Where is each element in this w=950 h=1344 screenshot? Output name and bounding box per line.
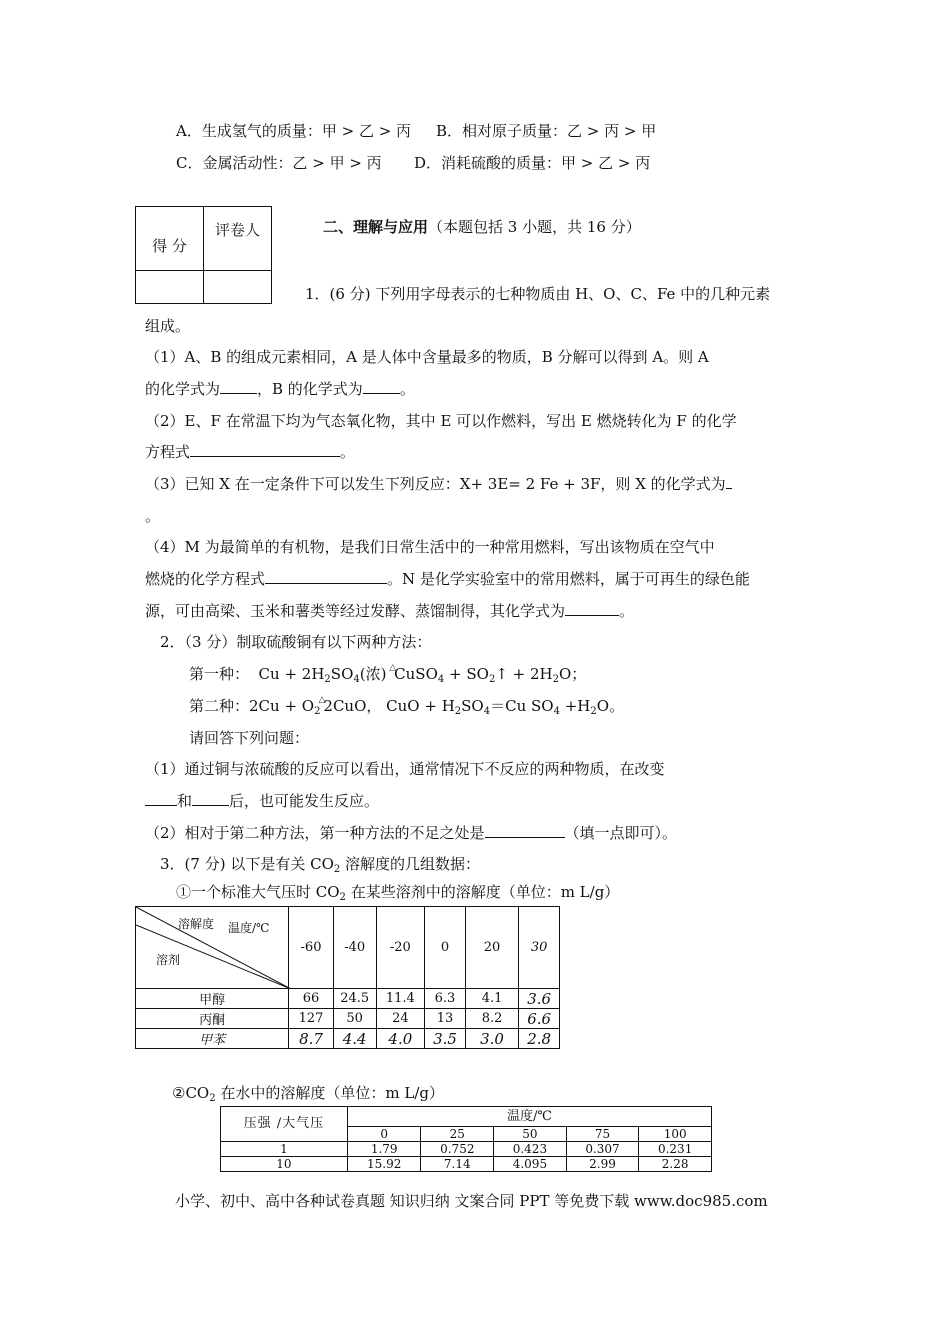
pressure-cell: 10 bbox=[221, 1157, 348, 1172]
grader-cell[interactable] bbox=[204, 271, 272, 304]
table-cell: 66 bbox=[289, 989, 334, 1009]
table-cell: 2.8 bbox=[519, 1029, 560, 1049]
table-cell: 4.095 bbox=[494, 1157, 567, 1172]
header-solubility: 溶解度 bbox=[178, 917, 215, 931]
table-cell: 24.5 bbox=[333, 989, 376, 1009]
table-row bbox=[136, 1009, 560, 1029]
answer-blank-c2[interactable] bbox=[192, 791, 229, 806]
table-cell: 11.4 bbox=[376, 989, 425, 1009]
table-row bbox=[136, 989, 560, 1009]
temp-col: 0 bbox=[425, 907, 466, 989]
grader-label: 评卷人 bbox=[204, 207, 272, 271]
answer-blank-ef[interactable] bbox=[190, 442, 340, 457]
table-cell: 3.6 bbox=[519, 989, 560, 1009]
q1-intro: 1．(6 分) 下列用字母表示的七种物质由 H、O、C、Fe 中的几种元素 bbox=[305, 285, 771, 303]
section-heading bbox=[323, 217, 641, 237]
table-cell: 15.92 bbox=[347, 1157, 421, 1172]
option-b: B．相对原子质量：乙 > 丙 > 甲 bbox=[436, 122, 657, 140]
solubility-table-water bbox=[220, 1106, 712, 1172]
temp-col: -60 bbox=[289, 907, 334, 989]
temp-col: -20 bbox=[376, 907, 425, 989]
header-temperature: 温度/℃ bbox=[228, 921, 270, 935]
table-row bbox=[221, 1142, 712, 1157]
option-c: C．金属活动性：乙 > 甲 > 丙 bbox=[176, 154, 382, 172]
score-cell[interactable] bbox=[136, 271, 204, 304]
answer-blank-a[interactable] bbox=[220, 379, 257, 394]
option-d: D．消耗硫酸的质量：甲 > 乙 > 丙 bbox=[414, 154, 651, 172]
table-cell: 3.0 bbox=[465, 1029, 518, 1049]
solvent-name: 丙酮 bbox=[136, 1009, 289, 1029]
table-cell: 0.307 bbox=[566, 1142, 639, 1157]
table-cell: 127 bbox=[289, 1009, 334, 1029]
score-box bbox=[135, 206, 272, 304]
table-cell: 0.231 bbox=[639, 1142, 712, 1157]
table-cell: 7.14 bbox=[421, 1157, 494, 1172]
temp-col: 100 bbox=[639, 1127, 712, 1142]
q1-part1-line2: 的化学式为 ，B 的化学式为 。 bbox=[145, 380, 415, 398]
table-cell: 0.423 bbox=[494, 1142, 567, 1157]
table-cell: 2.28 bbox=[639, 1157, 712, 1172]
table-cell: 24 bbox=[376, 1009, 425, 1029]
solvent-name: 甲醇 bbox=[136, 989, 289, 1009]
q2-method2: 第二种：$2Cu + O_2\triangle 2CuO$， CuO + $H_2SO_4=Cu$ $SO_4 +H_2O$。 bbox=[189, 695, 625, 717]
header-solvent: 溶剂 bbox=[156, 953, 181, 967]
table-cell: 6.3 bbox=[425, 989, 466, 1009]
answer-blank-b[interactable] bbox=[363, 379, 400, 394]
section-note: （本题包括 3 小题，共 16 分） bbox=[428, 218, 641, 236]
solvent-name: 甲苯 bbox=[136, 1029, 289, 1049]
table-cell: 2.99 bbox=[566, 1157, 639, 1172]
table-cell: 6.6 bbox=[519, 1009, 560, 1029]
table-row bbox=[136, 1029, 560, 1049]
table-cell: 1.79 bbox=[347, 1142, 421, 1157]
q1-part2: （2）E、F 在常温下均为气态氧化物，其中 E 可以作燃料，写出 E 燃烧转化为 F 的化学 bbox=[145, 412, 737, 430]
table-cell: 4.0 bbox=[376, 1029, 425, 1049]
answer-blank-x[interactable] bbox=[726, 474, 732, 489]
table-row bbox=[221, 1157, 712, 1172]
answer-blank-c1[interactable] bbox=[145, 791, 177, 806]
table2-title: $②CO_2$ 在水中的溶解度（单位：m L/g） bbox=[172, 1084, 444, 1104]
q2-part1-line2: 和 后，也可能发生反应。 bbox=[145, 791, 379, 811]
q1-part1: （1）A、B 的组成元素相同，A 是人体中含量最多的物质，B 分解可以得到 A。则 A bbox=[145, 348, 709, 366]
table1-title: ①一个标准大气压时 $CO_2$ 在某些溶剂中的溶解度（单位：m L/g） bbox=[176, 883, 620, 903]
section-title: 二、理解与应用 bbox=[323, 218, 429, 236]
q1-part2-line2: 方程式 。 bbox=[145, 443, 356, 461]
q1-part4: （4）M 为最简单的有机物，是我们日常生活中的一种常用燃料，写出该物质在空气中 bbox=[145, 538, 715, 556]
answer-blank-m[interactable] bbox=[265, 569, 387, 584]
table-cell: 4.1 bbox=[465, 989, 518, 1009]
q1-part4-line3: 源，可由高梁、玉米和薯类等经过发酵、蒸馏制得，其化学式为 。 bbox=[145, 602, 635, 620]
q1-part3: （3）已知 X 在一定条件下可以发生下列反应：X+ 3E= 2 Fe + 3F，则 X 的化学式为 bbox=[145, 474, 732, 494]
table1-header-diag bbox=[136, 907, 289, 989]
q1-part3-line2: 。 bbox=[145, 507, 161, 525]
option-a: A．生成氢气的质量：甲 > 乙 > 丙 bbox=[176, 122, 412, 140]
solubility-table-solvents bbox=[135, 906, 560, 1049]
q2-method1: 第一种： $Cu + 2H_2SO_4$(浓) △CuSO$_4$ + $SO_2↑ + 2H_2O$； bbox=[189, 663, 587, 685]
table-cell: 8.2 bbox=[465, 1009, 518, 1029]
q2-part2: （2）相对于第二种方法，第一种方法的不足之处是 （填一点即可）。 bbox=[145, 824, 678, 842]
page-footer: 小学、初中、高中各种试卷真题 知识归纳 文案合同 PPT 等免费下载 www.doc985.com bbox=[175, 1192, 768, 1210]
temp-col: 75 bbox=[566, 1127, 639, 1142]
q1-intro-cont: 组成。 bbox=[145, 317, 191, 335]
q2-part1: （1）通过铜与浓硫酸的反应可以看出，通常情况下不反应的两种物质，在改变 bbox=[145, 760, 665, 778]
table-cell: 4.4 bbox=[333, 1029, 376, 1049]
temp-col: 50 bbox=[494, 1127, 567, 1142]
q3-intro: 3．(7 分) 以下是有关 $CO_2$ 溶解度的几组数据： bbox=[160, 855, 481, 875]
score-label: 得 分 bbox=[136, 207, 204, 271]
temp-col: 0 bbox=[347, 1127, 421, 1142]
temp-col: 25 bbox=[421, 1127, 494, 1142]
temperature-header: 温度/℃ bbox=[347, 1107, 711, 1127]
temp-col: 20 bbox=[465, 907, 518, 989]
temp-col: 30 bbox=[519, 907, 560, 989]
table-cell: 0.752 bbox=[421, 1142, 494, 1157]
table-cell: 50 bbox=[333, 1009, 376, 1029]
table-cell: 3.5 bbox=[425, 1029, 466, 1049]
pressure-cell: 1 bbox=[221, 1142, 348, 1157]
pressure-header: 压强 /大气压 bbox=[221, 1107, 348, 1142]
q2-intro: 2．（3 分）制取硫酸铜有以下两种方法： bbox=[160, 633, 432, 651]
answer-blank-n[interactable] bbox=[565, 601, 619, 616]
table-cell: 8.7 bbox=[289, 1029, 334, 1049]
answer-blank-d[interactable] bbox=[485, 823, 565, 838]
table-cell: 13 bbox=[425, 1009, 466, 1029]
q1-part4-line2: 燃烧的化学方程式 。N 是化学实验室中的常用燃料，属于可再生的绿色能 bbox=[145, 570, 750, 588]
q2-ask: 请回答下列问题： bbox=[189, 729, 310, 747]
temp-col: -40 bbox=[333, 907, 376, 989]
